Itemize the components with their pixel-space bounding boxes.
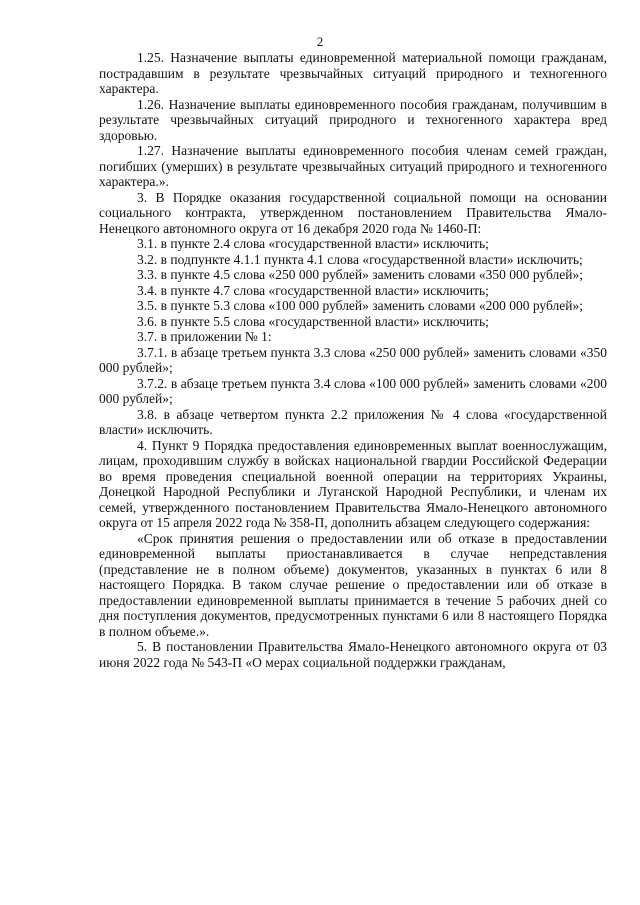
- paragraph-3-8: 3.8. в абзаце четвертом пункта 2.2 приложения № 4 слова «государственной власти» исключить.: [99, 406, 607, 437]
- paragraph-3-3: 3.3. в пункте 4.5 слова «250 000 рублей» заменить словами «350 000 рублей»;: [137, 267, 583, 282]
- paragraph-5: 5. В постановлении Правительства Ямало-Ненецкого автономного округа от 03 июня 2022 года № 543-П «О мерах социальной поддержки гражданам,: [99, 639, 607, 670]
- paragraph-3-7-1: 3.7.1. в абзаце третьем пункта 3.3 слова «250 000 рублей» заменить словами «350 000 рублей»;: [99, 344, 607, 375]
- paragraph-3: 3. В Порядке оказания государственной социальной помощи на основании социального контракта, утвержденном постановлением Правительства Ямало-Ненецкого автономного округа от 16 декабря 2020 года № 1460-П:: [99, 189, 607, 236]
- paragraph-3-4: 3.4. в пункте 4.7 слова «государственной власти» исключить;: [137, 282, 489, 298]
- paragraph-1-26: 1.26. Назначение выплаты единовременного пособия гражданам, получившим в результате чрезвычайных ситуаций природного и техногенного характера вред здоровью.: [99, 96, 607, 143]
- document-body: [99, 50, 607, 670]
- paragraph-4-quote: «Срок принятия решения о предоставлении или об отказе в предоставлении единовременной выплаты приостанавливается в случае непредставления (представление не в полном объеме) документов, указанных в пунктах 6 или 8 настоящего Порядка. В таком случае решение о предоставлении или об отказе в предоставлении единовременной выплаты принимается в течение 5 рабочих дней со дня поступления документов, предусмотренных пунктами 6 или 8 настоящего Порядка в полном объеме.».: [99, 530, 607, 639]
- paragraph-3-1: 3.1. в пункте 2.4 слова «государственной власти» исключить;: [137, 236, 489, 251]
- paragraph-1-27: 1.27. Назначение выплаты единовременного пособия членам семей граждан, погибших (умерших) в результате чрезвычайных ситуаций природного и техногенного характера.».: [99, 143, 607, 189]
- paragraph-3-6: 3.6. в пункте 5.5 слова «государственной власти» исключить;: [137, 313, 489, 329]
- paragraph-3-2: 3.2. в подпункте 4.1.1 пункта 4.1 слова «государственной власти» исключить;: [137, 251, 583, 267]
- paragraph-3-7: 3.7. в приложении № 1:: [137, 329, 272, 344]
- paragraph-3-7-2: 3.7.2. в абзаце третьем пункта 3.4 слова «100 000 рублей» заменить словами «200 000 рублей»;: [99, 375, 607, 406]
- page-number: 2: [316, 34, 324, 49]
- paragraph-4: 4. Пункт 9 Порядка предоставления единовременных выплат военнослужащим, лицам, проходившим службу в войсках национальной гвардии Российской Федерации во время проведения специальной военной операции на территориях Украины, Донецкой Народной Республики и Луганской Народной Республики, и членам их семей, утвержденного постановлением Правительства Ямало-Ненецкого автономного округа от 15 апреля 2022 года № 358-П, дополнить абзацем следующего содержания:: [99, 437, 607, 530]
- paragraph-1-25: 1.25. Назначение выплаты единовременной материальной помощи гражданам, пострадавшим в результате чрезвычайных ситуаций природного и техногенного характера.: [99, 50, 607, 96]
- paragraph-3-5: 3.5. в пункте 5.3 слова «100 000 рублей» заменить словами «200 000 рублей»;: [137, 298, 583, 313]
